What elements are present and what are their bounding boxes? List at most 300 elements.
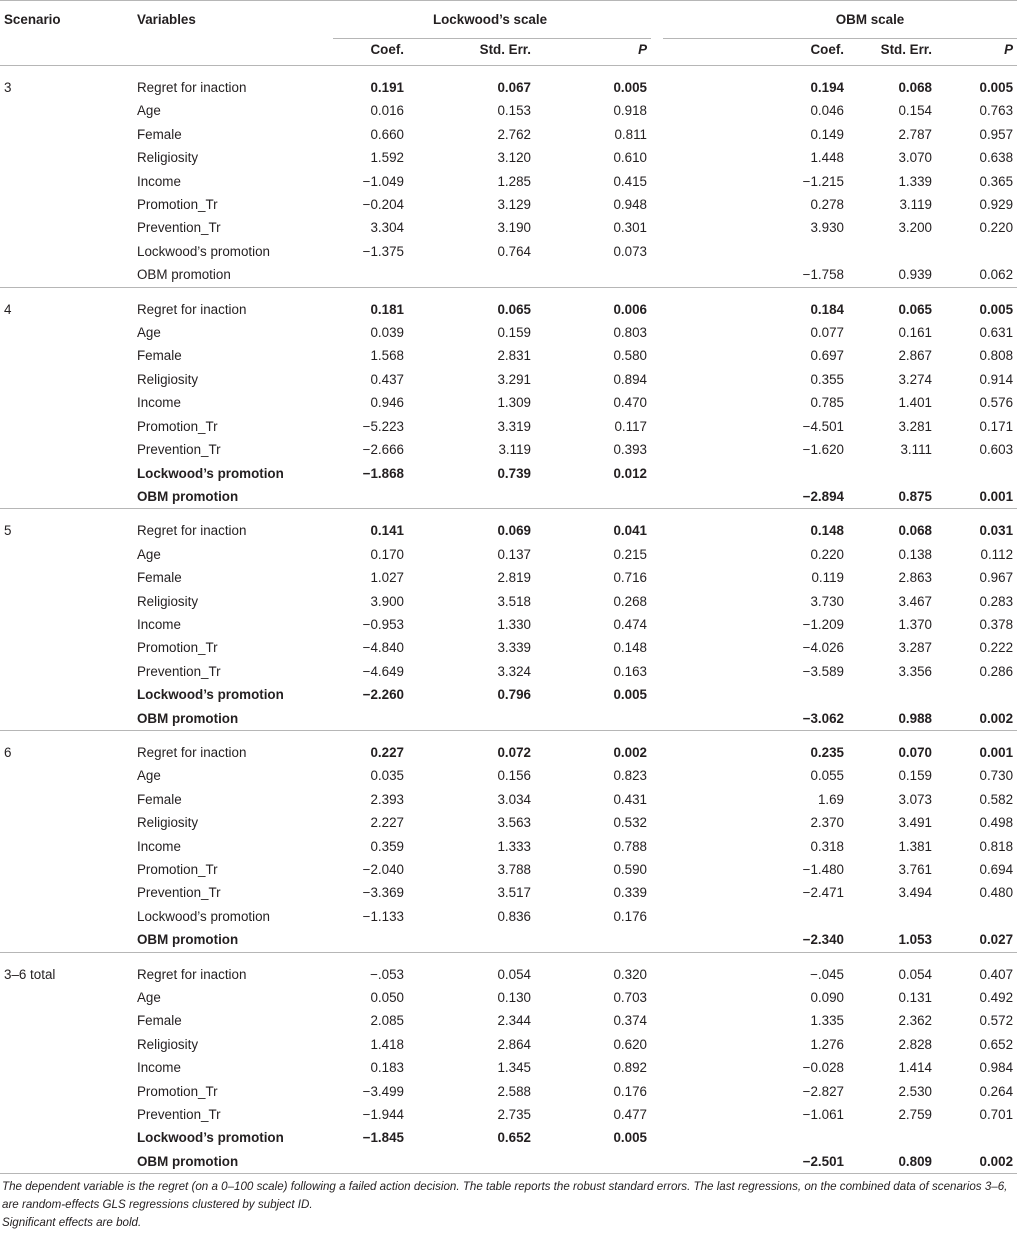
lockwood-p-cell: 0.163 <box>613 663 647 679</box>
variable-name: Age <box>137 546 161 562</box>
lockwood-coef-cell: 0.437 <box>370 371 404 387</box>
obm-stderr-cell <box>848 462 936 485</box>
lockwood-stderr-cell: 1.333 <box>497 838 531 854</box>
lockwood-p-cell <box>535 485 651 509</box>
column-gap <box>651 1009 723 1032</box>
scenario-blank <box>0 1150 133 1174</box>
obm-coef-cell: −1.758 <box>802 267 844 283</box>
variable-name: Religiosity <box>137 815 199 831</box>
obm-coef-cell: 0.355 <box>810 371 844 387</box>
column-gap <box>651 321 723 344</box>
lockwood-stderr-cell: 3.517 <box>497 885 531 901</box>
lockwood-p-cell: 0.948 <box>613 197 647 213</box>
obm-coef-cell: 0.318 <box>810 838 844 854</box>
obm-coef-cell: −2.827 <box>802 1083 844 1099</box>
variable-name: Age <box>137 325 161 341</box>
lockwood-stderr-cell: 3.788 <box>497 862 531 877</box>
obm-coef-cell: −1.209 <box>802 616 844 632</box>
obm-p-cell: 0.957 <box>979 126 1014 142</box>
lockwood-stderr-cell: 2.819 <box>497 570 531 586</box>
obm-stderr-cell: 0.068 <box>848 509 936 543</box>
lockwood-p-cell <box>535 263 651 287</box>
variable-name: Lockwood’s promotion <box>137 908 270 924</box>
obm-coef-cell: −4.501 <box>802 418 844 434</box>
scenario-blank <box>0 835 133 858</box>
obm-p-cell: 0.002 <box>979 710 1014 726</box>
scenario-blank <box>0 415 133 438</box>
lockwood-p-cell: 0.268 <box>613 593 647 609</box>
column-gap <box>651 1033 723 1056</box>
obm-p-cell: 0.631 <box>979 325 1014 341</box>
scenario-blank <box>0 543 133 566</box>
obm-coef-cell: 0.055 <box>810 768 844 784</box>
obm-p-cell: 0.264 <box>979 1083 1014 1099</box>
lockwood-stderr-cell: 0.796 <box>497 687 531 703</box>
lockwood-stderr-cell: 3.324 <box>497 663 531 679</box>
table-row <box>0 216 1017 239</box>
variable-name: OBM promotion <box>133 1150 329 1174</box>
lockwood-coef-cell: 0.359 <box>370 838 404 854</box>
obm-coef-cell: −2.501 <box>723 1150 848 1174</box>
lockwood-p-cell: 0.374 <box>613 1013 647 1029</box>
table-row <box>0 170 1017 193</box>
column-gap <box>651 952 723 986</box>
obm-p-cell <box>936 462 1017 485</box>
column-gap <box>651 193 723 216</box>
column-gap <box>651 146 723 169</box>
column-gap <box>651 1080 723 1103</box>
lockwood-coef-cell: 0.946 <box>370 395 404 411</box>
variable-name: Female <box>137 1013 182 1029</box>
lockwood-p-cell: 0.073 <box>613 243 647 259</box>
obm-stderr-cell: 2.867 <box>898 348 932 364</box>
table-row <box>0 881 1017 904</box>
variable-name: Income <box>137 838 181 854</box>
obm-stderr-cell: 2.787 <box>898 126 932 142</box>
variable-name: Regret for inaction <box>133 952 329 986</box>
table-row <box>0 1080 1017 1103</box>
lockwood-p-cell: 0.005 <box>613 80 647 95</box>
obm-stderr-cell: 3.274 <box>898 371 932 387</box>
obm-stderr-cell: 2.863 <box>898 570 932 586</box>
column-gap <box>651 835 723 858</box>
lockwood-stderr-cell: 0.153 <box>497 103 531 119</box>
lockwood-p-cell: 0.301 <box>613 220 647 236</box>
table-row <box>0 788 1017 811</box>
lockwood-p-cell: 0.320 <box>535 952 651 986</box>
column-gap <box>651 509 723 543</box>
lockwood-stderr-cell <box>408 928 535 952</box>
obm-stderr-cell <box>848 683 936 706</box>
obm-stderr-cell: 0.161 <box>898 325 932 341</box>
lockwood-coef-cell <box>329 485 408 509</box>
table-row <box>0 835 1017 858</box>
lockwood-coef-cell: 0.039 <box>370 325 404 341</box>
scenario-blank <box>0 1009 133 1032</box>
variable-name: Lockwood’s promotion <box>137 465 284 481</box>
table-footnotes <box>0 1178 1015 1232</box>
obm-coef-cell: 0.119 <box>811 570 844 586</box>
obm-coef-cell: −1.620 <box>802 442 844 458</box>
variable-name: Regret for inaction <box>133 730 329 764</box>
lockwood-coef-cell: −0.953 <box>362 616 404 632</box>
lockwood-p-cell: 0.620 <box>613 1036 647 1052</box>
lockwood-coef-cell: −1.375 <box>362 243 404 259</box>
table-row <box>0 391 1017 414</box>
column-gap <box>651 590 723 613</box>
obm-stderr-cell: 3.467 <box>898 593 932 609</box>
variable-name: Promotion_Tr <box>137 862 218 877</box>
obm-stderr-cell: 2.530 <box>898 1083 932 1099</box>
lockwood-stderr-cell: 0.836 <box>497 908 531 924</box>
obm-p-cell: 0.730 <box>979 768 1014 784</box>
obm-p-cell: 0.407 <box>936 952 1017 986</box>
obm-coef-cell: −2.894 <box>802 488 844 504</box>
lockwood-p-cell: 0.215 <box>613 546 647 562</box>
scenario-blank <box>0 811 133 834</box>
column-gap <box>651 123 723 146</box>
column-gap <box>651 1150 723 1174</box>
lockwood-stderr-cell: 2.344 <box>497 1013 531 1029</box>
column-gap <box>651 263 723 287</box>
table-row <box>0 928 1017 952</box>
column-gap <box>651 485 723 509</box>
variable-name: Age <box>137 768 161 784</box>
column-gap <box>651 462 723 485</box>
header-blank-2 <box>133 39 329 66</box>
obm-p-cell: 0.984 <box>979 1060 1014 1076</box>
variable-name: Promotion_Tr <box>137 640 218 656</box>
obm-coef-cell: 0.148 <box>723 509 848 543</box>
obm-stderr-cell: 3.281 <box>898 418 932 434</box>
variable-name: Lockwood’s promotion <box>137 243 270 259</box>
column-gap <box>651 543 723 566</box>
column-gap <box>651 1126 723 1149</box>
lockwood-stderr-cell: 1.330 <box>497 616 531 632</box>
header-lockwood-label: Lockwood’s scale <box>432 12 548 27</box>
variable-name: Income <box>137 1060 181 1076</box>
scenario-blank <box>0 683 133 706</box>
obm-coef-cell: −0.028 <box>802 1060 844 1076</box>
header-obm-stderr: Std. Err. <box>880 42 932 57</box>
lockwood-stderr-cell: 0.067 <box>497 80 531 95</box>
lockwood-stderr-cell: 3.190 <box>497 220 531 236</box>
lockwood-coef-cell: 1.592 <box>370 150 404 166</box>
obm-underline <box>663 38 1017 39</box>
table-row <box>0 905 1017 928</box>
obm-stderr-cell: 1.339 <box>898 173 932 189</box>
lockwood-stderr-cell: 2.831 <box>497 348 531 364</box>
lockwood-p-cell: 0.431 <box>613 791 647 807</box>
obm-coef-cell: 3.730 <box>810 593 844 609</box>
table-row <box>0 590 1017 613</box>
obm-coef-cell <box>723 462 848 485</box>
obm-stderr-cell <box>848 240 936 263</box>
lockwood-p-cell <box>535 1150 651 1174</box>
obm-stderr-cell: 1.381 <box>898 838 932 854</box>
column-gap <box>651 928 723 952</box>
table-row <box>0 543 1017 566</box>
scenario-blank <box>0 462 133 485</box>
lockwood-p-cell: 0.041 <box>535 509 651 543</box>
scenario-blank <box>0 240 133 263</box>
scenario-blank <box>0 590 133 613</box>
scenario-blank <box>0 788 133 811</box>
scenario-blank <box>0 1103 133 1126</box>
obm-coef-cell: 1.69 <box>817 791 844 807</box>
variable-name: OBM promotion <box>137 710 239 726</box>
header-scenario: Scenario <box>0 1 133 40</box>
table-body <box>0 66 1017 1174</box>
obm-coef-cell: 0.697 <box>810 348 844 364</box>
lockwood-p-cell: 0.892 <box>613 1060 647 1076</box>
lockwood-p-cell: 0.532 <box>613 815 647 831</box>
table-row <box>0 1033 1017 1056</box>
obm-p-cell: 0.967 <box>979 570 1014 586</box>
obm-coef-cell: 0.077 <box>810 325 844 341</box>
lockwood-coef-cell: 0.191 <box>370 80 404 95</box>
table-row <box>0 344 1017 367</box>
table-row <box>0 986 1017 1009</box>
lockwood-p-cell: 0.117 <box>614 418 647 434</box>
column-gap <box>651 99 723 122</box>
variable-name: OBM promotion <box>137 488 239 504</box>
lockwood-p-cell: 0.823 <box>613 768 647 784</box>
variable-name: Female <box>137 126 182 142</box>
variable-name: Prevention_Tr <box>137 220 221 236</box>
table-row <box>0 438 1017 461</box>
scenario-blank <box>0 566 133 589</box>
obm-p-cell: 0.603 <box>979 442 1014 458</box>
obm-stderr-cell: 1.370 <box>898 616 932 632</box>
obm-coef-cell: 0.090 <box>810 990 844 1006</box>
obm-stderr-cell: 2.828 <box>898 1036 932 1052</box>
lockwood-stderr-cell: 0.054 <box>408 952 535 986</box>
variable-name: Religiosity <box>137 371 199 387</box>
lockwood-coef-cell: 0.050 <box>370 990 404 1006</box>
lockwood-stderr-cell: 0.065 <box>408 287 535 321</box>
lockwood-coef-cell: 2.227 <box>370 815 404 831</box>
obm-p-cell: 0.027 <box>979 932 1014 948</box>
column-gap <box>651 240 723 263</box>
obm-stderr-cell: 1.414 <box>898 1060 932 1076</box>
table-row <box>0 707 1017 731</box>
obm-coef-cell <box>723 905 848 928</box>
lockwood-p-cell <box>535 707 651 731</box>
column-gap <box>651 216 723 239</box>
lockwood-coef-cell: −1.868 <box>362 465 404 481</box>
lockwood-coef-cell: 0.141 <box>329 509 408 543</box>
lockwood-coef-cell: 0.227 <box>329 730 408 764</box>
scenario-blank <box>0 764 133 787</box>
header-lockwood-p: P <box>638 42 647 57</box>
table-row <box>0 99 1017 122</box>
obm-p-cell: 0.498 <box>979 815 1014 831</box>
scenario-blank <box>0 344 133 367</box>
lockwood-p-cell: 0.012 <box>613 465 647 481</box>
lockwood-coef-cell: −1.049 <box>362 173 404 189</box>
obm-coef-cell: 3.930 <box>810 220 844 236</box>
header-variables: Variables <box>133 1 329 40</box>
column-gap <box>651 344 723 367</box>
obm-stderr-cell: 0.065 <box>848 287 936 321</box>
scenario-blank <box>0 123 133 146</box>
obm-stderr-cell: 3.119 <box>899 197 932 213</box>
obm-stderr-cell: 0.154 <box>898 103 932 119</box>
obm-stderr-cell: 3.070 <box>898 150 932 166</box>
variable-name: Religiosity <box>137 150 199 166</box>
column-gap <box>651 1103 723 1126</box>
obm-p-cell: 0.286 <box>979 663 1014 679</box>
obm-p-cell: 0.576 <box>979 395 1014 411</box>
scenario-blank <box>0 391 133 414</box>
column-gap <box>651 613 723 636</box>
scenario-blank <box>0 986 133 1009</box>
lockwood-coef-cell: 1.568 <box>370 348 404 364</box>
header-obm-coef: Coef. <box>810 42 844 57</box>
obm-coef-cell: 0.194 <box>810 80 844 95</box>
column-gap <box>651 636 723 659</box>
lockwood-coef-cell: 0.016 <box>370 103 404 119</box>
lockwood-coef-cell: −5.223 <box>362 418 404 434</box>
obm-p-cell: 0.031 <box>936 509 1017 543</box>
lockwood-stderr-cell: 1.285 <box>497 173 531 189</box>
lockwood-stderr-cell: 2.762 <box>497 126 531 142</box>
table-row <box>0 146 1017 169</box>
lockwood-p-cell: 0.002 <box>535 730 651 764</box>
footnote-significance: Significant effects are bold. <box>2 1216 142 1229</box>
obm-coef-cell: −1.215 <box>802 173 844 189</box>
lockwood-p-cell: 0.005 <box>613 687 647 703</box>
obm-stderr-cell: 0.131 <box>898 990 932 1006</box>
lockwood-coef-cell: 2.393 <box>370 791 404 807</box>
scenario-blank <box>0 881 133 904</box>
table-row <box>0 660 1017 683</box>
obm-stderr-cell: 0.988 <box>898 710 932 726</box>
obm-coef-cell: 0.785 <box>810 395 844 411</box>
lockwood-coef-cell: 0.170 <box>370 546 404 562</box>
lockwood-p-cell: 0.580 <box>613 348 647 364</box>
lockwood-coef-cell: 0.181 <box>329 287 408 321</box>
scenario-blank <box>0 1056 133 1079</box>
scenario-blank <box>0 321 133 344</box>
variable-name: OBM promotion <box>137 932 239 948</box>
variable-name: Regret for inaction <box>137 80 247 95</box>
lockwood-p-cell: 0.006 <box>535 287 651 321</box>
obm-stderr-cell: 1.401 <box>898 395 932 411</box>
obm-stderr-cell: 3.761 <box>898 862 932 877</box>
lockwood-p-cell: 0.918 <box>613 103 647 119</box>
obm-stderr-cell: 0.809 <box>848 1150 936 1174</box>
scenario-blank <box>0 1033 133 1056</box>
obm-coef-cell: −1.480 <box>802 862 844 877</box>
obm-stderr-cell: 3.073 <box>898 791 932 807</box>
scenario-blank <box>0 99 133 122</box>
scenario-blank <box>0 368 133 391</box>
table-row <box>0 321 1017 344</box>
table-row <box>0 240 1017 263</box>
obm-stderr-cell: 3.111 <box>900 442 932 458</box>
obm-stderr-cell: 0.138 <box>898 546 932 562</box>
obm-stderr-cell: 3.494 <box>898 885 932 901</box>
scenario-blank <box>0 146 133 169</box>
variable-name: Promotion_Tr <box>137 1083 218 1099</box>
obm-coef-cell: 0.149 <box>810 126 844 142</box>
lockwood-coef-cell: −4.840 <box>362 640 404 656</box>
lockwood-p-cell: 0.474 <box>613 616 647 632</box>
obm-stderr-cell: 3.356 <box>898 663 932 679</box>
obm-stderr-cell: 0.875 <box>898 488 932 504</box>
table-row <box>0 509 1017 543</box>
column-gap <box>651 287 723 321</box>
obm-p-cell: 0.638 <box>979 150 1014 166</box>
obm-coef-cell: −2.471 <box>802 885 844 901</box>
obm-p-cell: 0.222 <box>979 640 1014 656</box>
column-gap <box>651 170 723 193</box>
variable-name: Prevention_Tr <box>137 885 221 901</box>
scenario-blank <box>0 263 133 287</box>
lockwood-p-cell: 0.716 <box>613 570 647 586</box>
scenario-blank <box>0 613 133 636</box>
lockwood-stderr-cell: 2.864 <box>497 1036 531 1052</box>
lockwood-p-cell <box>535 928 651 952</box>
obm-p-cell: 0.220 <box>979 220 1014 236</box>
lockwood-p-cell: 0.803 <box>613 325 647 341</box>
obm-p-cell: 0.808 <box>979 348 1014 364</box>
lockwood-p-cell: 0.590 <box>613 862 647 877</box>
lockwood-stderr-cell: 3.120 <box>497 150 531 166</box>
scenario-blank <box>0 485 133 509</box>
lockwood-stderr-cell <box>408 707 535 731</box>
obm-stderr-cell: 0.068 <box>898 80 932 95</box>
lockwood-coef-cell: −1.845 <box>362 1130 404 1146</box>
scenario-blank <box>0 858 133 881</box>
variable-name: Prevention_Tr <box>137 1107 221 1123</box>
table-row <box>0 193 1017 216</box>
obm-stderr-cell: 0.939 <box>898 267 932 283</box>
lockwood-stderr-cell: 1.345 <box>497 1060 531 1076</box>
table-row <box>0 1103 1017 1126</box>
column-gap <box>651 986 723 1009</box>
obm-coef-cell: 1.276 <box>810 1036 844 1052</box>
variable-name: Regret for inaction <box>133 287 329 321</box>
column-gap <box>651 764 723 787</box>
lockwood-stderr-cell <box>408 263 535 287</box>
obm-coef-cell: 1.448 <box>810 150 844 166</box>
table-row <box>0 287 1017 321</box>
column-gap <box>651 707 723 731</box>
lockwood-p-cell: 0.339 <box>613 885 647 901</box>
variable-name: OBM promotion <box>137 267 231 283</box>
table-row <box>0 683 1017 706</box>
scenario-blank <box>0 636 133 659</box>
column-gap <box>651 811 723 834</box>
scenario-blank <box>0 438 133 461</box>
obm-coef-cell: −2.340 <box>802 932 844 948</box>
lockwood-p-cell: 0.811 <box>614 126 647 142</box>
obm-p-cell: 0.492 <box>979 990 1014 1006</box>
lockwood-coef-cell: −.053 <box>329 952 408 986</box>
lockwood-coef-cell: 3.304 <box>370 220 404 236</box>
lockwood-coef-cell <box>329 263 408 287</box>
obm-p-cell: 0.001 <box>936 730 1017 764</box>
scenario-blank <box>0 660 133 683</box>
scenario-label: 3 <box>4 80 12 95</box>
variable-name: Female <box>137 791 182 807</box>
obm-stderr-cell: 3.200 <box>898 220 932 236</box>
obm-p-cell <box>936 683 1017 706</box>
table-row <box>0 858 1017 881</box>
